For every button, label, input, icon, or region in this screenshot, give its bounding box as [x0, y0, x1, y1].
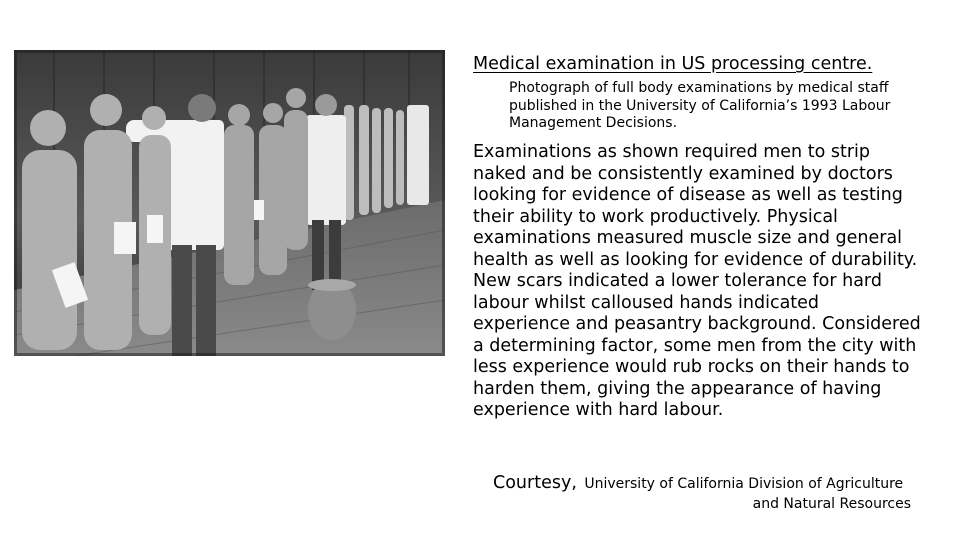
photo-caption: Photograph of full body examinations by medical staff published in the University of California’s 1993 Labour Management Decisions.: [509, 80, 891, 131]
courtesy-source-line-2: and Natural Resources: [752, 495, 911, 512]
examination-photo-drawing: [14, 50, 445, 356]
section-heading: Medical examination in US processing centre.: [473, 54, 873, 74]
courtesy-credit: [493, 474, 911, 514]
courtesy-lead: Courtesy,: [493, 473, 577, 493]
examination-photo: [14, 50, 445, 356]
courtesy-source-line-1: University of California Division of Agriculture: [584, 476, 904, 492]
courtesy-line-1: [493, 474, 911, 495]
body-paragraph: Examinations as shown required men to strip naked and be consistently examined by doctors looking for evidence of disease as well as testing their ability to work productively. Physical examinations measured muscle size and general health as well as looking for evidence of durability. New scars indicated a lower tolerance for hard labour whilst calloused hands indicated experience and peasantry background. Considered a determining factor, some men from the city with less experience would rub rocks on their hands to harden them, giving the appearance of having experience with hard labour.: [473, 142, 921, 420]
